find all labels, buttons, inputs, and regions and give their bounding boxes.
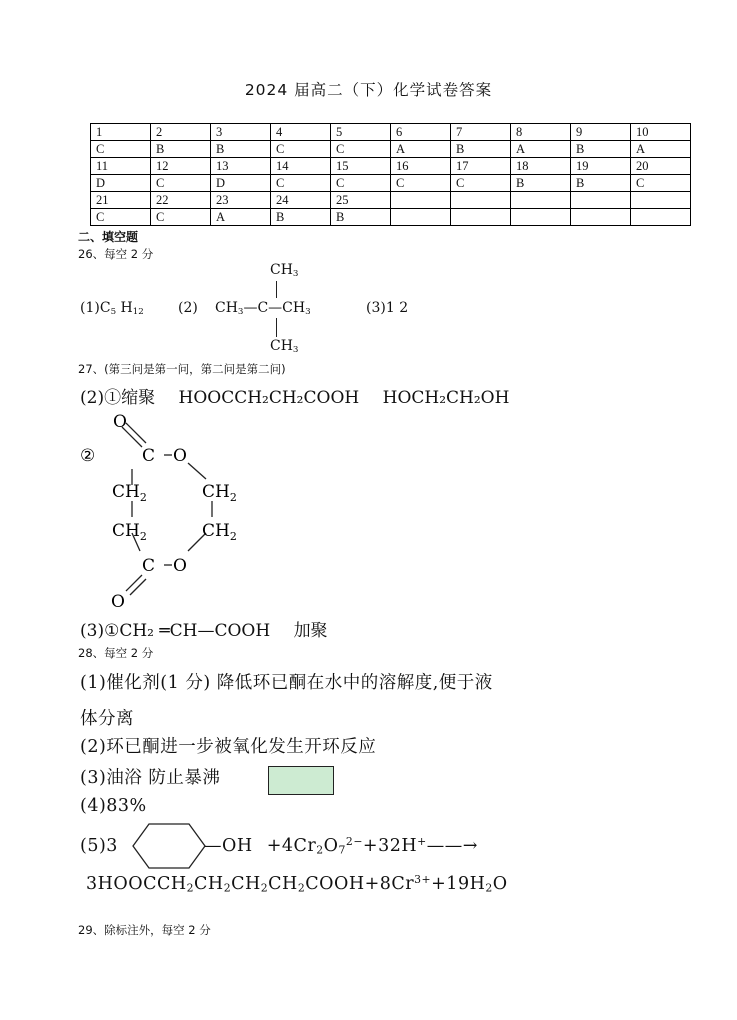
- table-cell: C: [451, 175, 511, 192]
- table-cell: [571, 209, 631, 226]
- table-cell: 17: [451, 158, 511, 175]
- ring-c-bottom: C: [142, 556, 156, 576]
- table-cell: C: [91, 141, 151, 158]
- formula-c-sub: 5: [110, 307, 117, 318]
- table-cell: 23: [211, 192, 271, 209]
- table-row: [91, 192, 691, 209]
- table-cell: D: [211, 175, 271, 192]
- ring-o-upper: O: [173, 446, 187, 466]
- formula-h-sub: 12: [132, 307, 144, 318]
- table-cell: A: [511, 141, 571, 158]
- table-row: [91, 158, 691, 175]
- table-cell: 14: [271, 158, 331, 175]
- ring-o-top: O: [113, 412, 127, 432]
- table-cell: 8: [511, 124, 571, 141]
- q28-header: 28、每空 2 分: [78, 646, 154, 660]
- table-cell: C: [391, 175, 451, 192]
- table-cell: C: [151, 175, 211, 192]
- table-cell: 25: [331, 192, 391, 209]
- table-cell: [391, 192, 451, 209]
- section-heading: 二、填空题: [78, 230, 139, 244]
- bond-bottom: [276, 318, 277, 337]
- table-cell: [571, 192, 631, 209]
- methyl-top: $CH_3$: [270, 262, 299, 280]
- table-cell: 10: [631, 124, 691, 141]
- q28-line1: (1)催化剂(1 分) 降低环已酮在水中的溶解度,便于液: [80, 673, 493, 693]
- table-cell: A: [391, 141, 451, 158]
- table-cell: A: [631, 141, 691, 158]
- table-cell: [451, 209, 511, 226]
- table-cell: 3: [211, 124, 271, 141]
- formula-c: C: [99, 300, 111, 316]
- neopentane-row: $CH_3—C—CH_3$: [215, 300, 311, 318]
- table-cell: 1: [91, 124, 151, 141]
- table-cell: C: [91, 209, 151, 226]
- ring-o-bottom: O: [111, 592, 125, 612]
- ring-o-lower: O: [173, 556, 187, 576]
- ring-ch2-left-top: $CH_2$: [112, 482, 147, 504]
- table-cell: [451, 192, 511, 209]
- q28-line3: (3)油浴 防止暴沸: [80, 768, 221, 788]
- table-cell: B: [451, 141, 511, 158]
- ring-c-top: C: [142, 446, 156, 466]
- table-row: [91, 175, 691, 192]
- table-cell: 16: [391, 158, 451, 175]
- table-cell: B: [571, 141, 631, 158]
- table-cell: 24: [271, 192, 331, 209]
- table-cell: C: [331, 175, 391, 192]
- table-cell: 15: [331, 158, 391, 175]
- table-cell: 13: [211, 158, 271, 175]
- table-cell: C: [271, 141, 331, 158]
- q26-header: 26、每空 2 分: [78, 247, 154, 261]
- table-cell: 4: [271, 124, 331, 141]
- table-cell: D: [91, 175, 151, 192]
- ring-ch2-right-bot: $CH_2$: [202, 521, 237, 543]
- table-cell: C: [271, 175, 331, 192]
- table-cell: [631, 209, 691, 226]
- table-cell: B: [211, 141, 271, 158]
- ring-ch2-right-top: $CH_2$: [202, 482, 237, 504]
- table-cell: B: [571, 175, 631, 192]
- table-cell: 9: [571, 124, 631, 141]
- table-row: [91, 141, 691, 158]
- table-cell: 22: [151, 192, 211, 209]
- table-cell: B: [331, 209, 391, 226]
- table-cell: 7: [451, 124, 511, 141]
- q27-line2: (2)①缩聚 HOOCCH₂CH₂COOH HOCH₂CH₂OH: [80, 388, 510, 408]
- ring-ch2-left-bot: $CH_2$: [112, 521, 147, 543]
- table-cell: [511, 209, 571, 226]
- table-cell: C: [331, 141, 391, 158]
- q28-line5-prefix: (5)3: [80, 836, 118, 856]
- q29-header: 29、除标注外，每空 2 分: [78, 923, 211, 937]
- table-cell: C: [631, 175, 691, 192]
- q27-header: 27、(第三问是第一问，第二问是第二问): [78, 362, 286, 376]
- bond-top: [276, 281, 277, 298]
- table-cell: 11: [91, 158, 151, 175]
- table-cell: [511, 192, 571, 209]
- table-cell: 12: [151, 158, 211, 175]
- q28-line2: (2)环已酮进一步被氧化发生开环反应: [80, 737, 377, 757]
- table-cell: [631, 192, 691, 209]
- answer-table: [90, 123, 691, 226]
- table-cell: A: [211, 209, 271, 226]
- table-cell: 2: [151, 124, 211, 141]
- table-cell: 19: [571, 158, 631, 175]
- table-cell: B: [271, 209, 331, 226]
- table-cell: 20: [631, 158, 691, 175]
- table-cell: B: [511, 175, 571, 192]
- methyl-bottom: $CH_3$: [270, 338, 299, 356]
- q28-line4: (4)83%: [80, 796, 147, 816]
- circle-two: ②: [80, 446, 96, 466]
- highlight-box: [268, 766, 334, 795]
- table-cell: 18: [511, 158, 571, 175]
- q28-line6: $3HOOCCH_2CH_2CH_2CH_2COOH+8Cr^{3+}+19H_2O$: [86, 873, 508, 895]
- table-cell: B: [151, 141, 211, 158]
- table-row: [91, 124, 691, 141]
- q28-line1b: 体分离: [80, 709, 134, 729]
- table-cell: 6: [391, 124, 451, 141]
- page-title: 2024 届高二（下）化学试卷答案: [244, 81, 493, 99]
- formula-h: H: [116, 300, 133, 316]
- q26-part1: [80, 300, 144, 316]
- table-row: [91, 209, 691, 226]
- table-cell: [391, 209, 451, 226]
- table-cell: 5: [331, 124, 391, 141]
- q26-part2-label: (2): [178, 300, 198, 316]
- cyclohexane-ring: [131, 822, 211, 872]
- q26-part1-label: (1): [80, 300, 100, 316]
- table-cell: 21: [91, 192, 151, 209]
- q26-part3: (3)1 2: [366, 300, 409, 316]
- table-cell: C: [151, 209, 211, 226]
- cyclic-ester-structure: [70, 405, 270, 615]
- q27-line3: (3)①CH₂ ═CH—COOH 加聚: [80, 621, 328, 641]
- q28-line5-rest: —OH $+4Cr_2O_7^{2-}+32H^+——\to$: [204, 835, 478, 857]
